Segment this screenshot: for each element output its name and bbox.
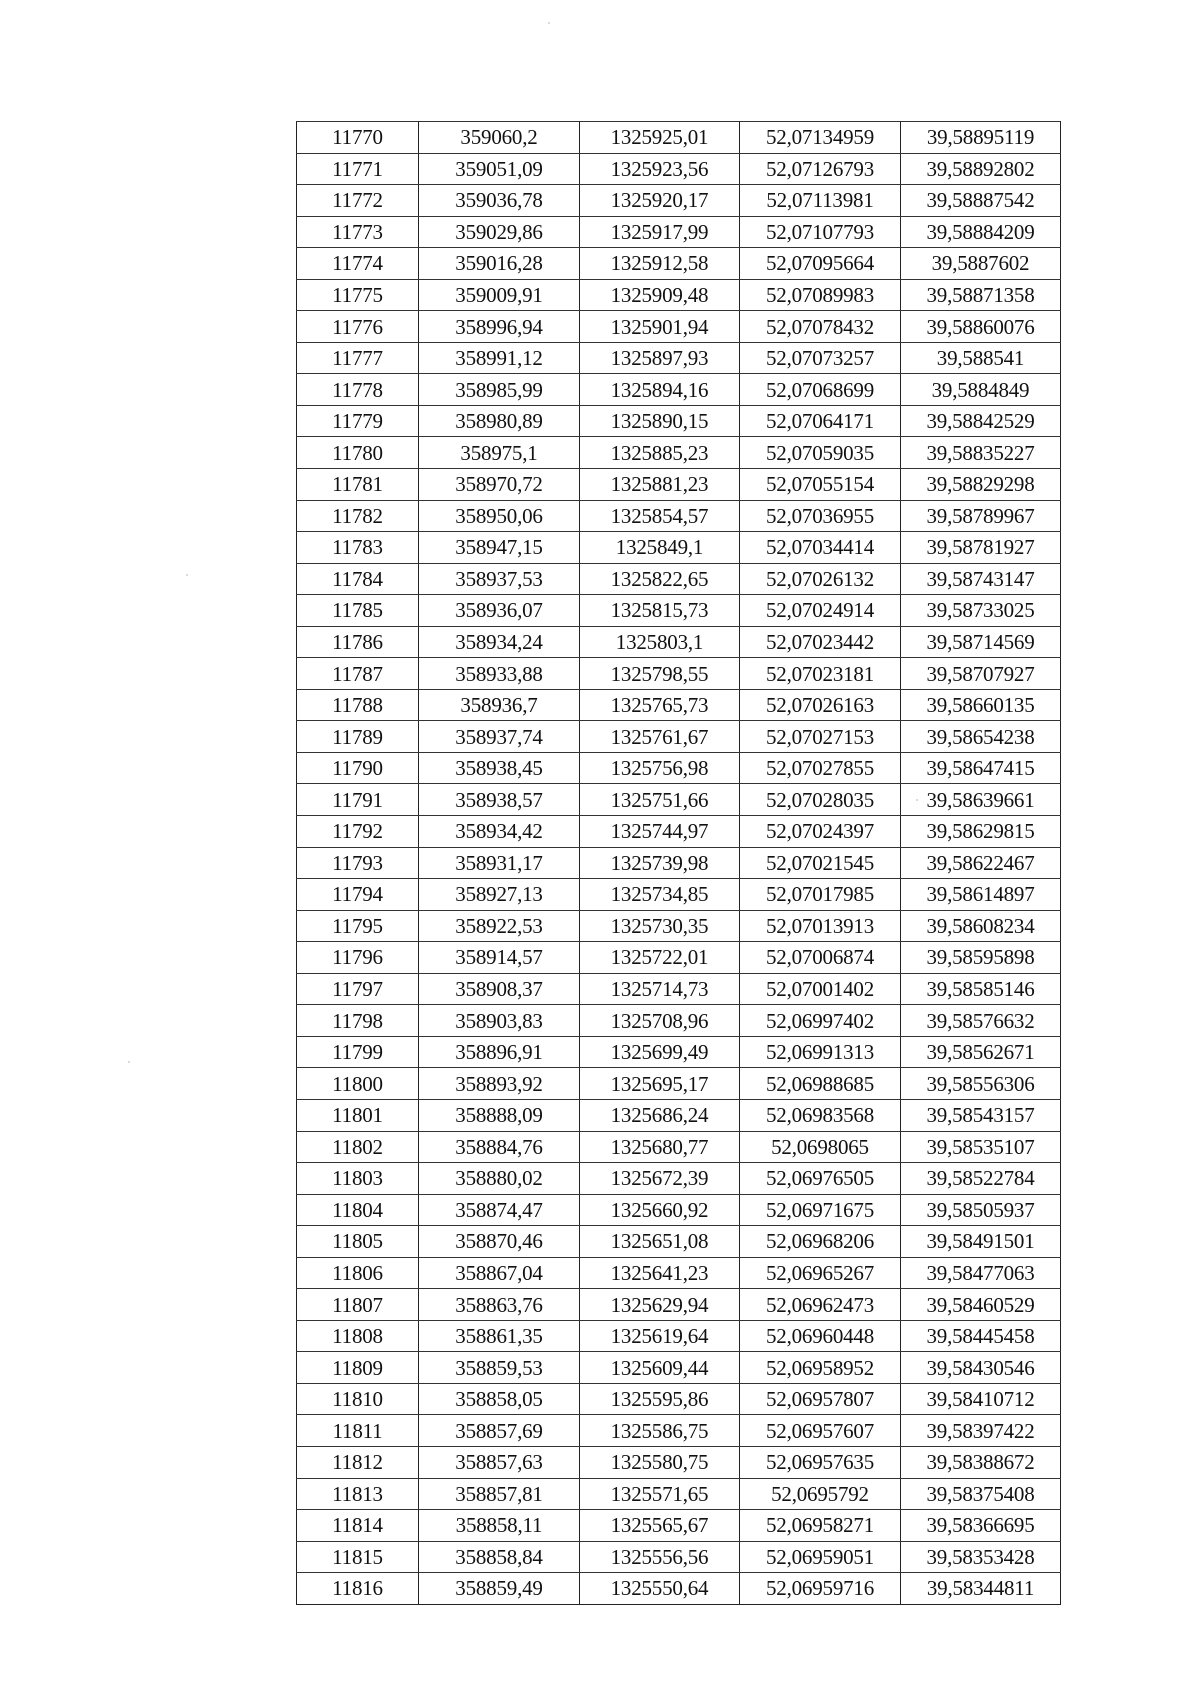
latitude-cell: 52,07026163 (740, 689, 901, 721)
latitude-cell: 52,07134959 (740, 122, 901, 154)
x-coordinate-cell: 358938,45 (419, 752, 580, 784)
longitude-cell: 39,58608234 (901, 910, 1061, 942)
latitude-cell: 52,06958952 (740, 1352, 901, 1384)
y-coordinate-cell: 1325917,99 (580, 216, 740, 248)
y-coordinate-cell: 1325619,64 (580, 1320, 740, 1352)
table-row (297, 1510, 1061, 1542)
y-coordinate-cell: 1325897,93 (580, 342, 740, 374)
x-coordinate-cell: 358914,57 (419, 942, 580, 974)
point-number-cell: 11781 (297, 469, 419, 501)
y-coordinate-cell: 1325822,65 (580, 563, 740, 595)
table-row (297, 1005, 1061, 1037)
point-number-cell: 11776 (297, 311, 419, 343)
longitude-cell: 39,58781927 (901, 532, 1061, 564)
longitude-cell: 39,58585146 (901, 973, 1061, 1005)
x-coordinate-cell: 358937,74 (419, 721, 580, 753)
latitude-cell: 52,06958271 (740, 1510, 901, 1542)
point-number-cell: 11783 (297, 532, 419, 564)
y-coordinate-cell: 1325586,75 (580, 1415, 740, 1447)
point-number-cell: 11770 (297, 122, 419, 154)
latitude-cell: 52,07036955 (740, 500, 901, 532)
longitude-cell: 39,58714569 (901, 626, 1061, 658)
y-coordinate-cell: 1325894,16 (580, 374, 740, 406)
table-row (297, 1352, 1061, 1384)
table-row (297, 437, 1061, 469)
point-number-cell: 11806 (297, 1257, 419, 1289)
table-row (297, 1163, 1061, 1195)
point-number-cell: 11786 (297, 626, 419, 658)
y-coordinate-cell: 1325925,01 (580, 122, 740, 154)
x-coordinate-cell: 359036,78 (419, 185, 580, 217)
latitude-cell: 52,07023181 (740, 658, 901, 690)
x-coordinate-cell: 358938,57 (419, 784, 580, 816)
latitude-cell: 52,07023442 (740, 626, 901, 658)
x-coordinate-cell: 358903,83 (419, 1005, 580, 1037)
y-coordinate-cell: 1325695,17 (580, 1068, 740, 1100)
y-coordinate-cell: 1325609,44 (580, 1352, 740, 1384)
longitude-cell: 39,58647415 (901, 752, 1061, 784)
latitude-cell: 52,06962473 (740, 1289, 901, 1321)
point-number-cell: 11809 (297, 1352, 419, 1384)
longitude-cell: 39,58871358 (901, 279, 1061, 311)
y-coordinate-cell: 1325571,65 (580, 1478, 740, 1510)
longitude-cell: 39,58460529 (901, 1289, 1061, 1321)
y-coordinate-cell: 1325641,23 (580, 1257, 740, 1289)
y-coordinate-cell: 1325686,24 (580, 1099, 740, 1131)
point-number-cell: 11790 (297, 752, 419, 784)
table-row (297, 122, 1061, 154)
longitude-cell: 39,58622467 (901, 847, 1061, 879)
table-row (297, 153, 1061, 185)
x-coordinate-cell: 358859,49 (419, 1573, 580, 1605)
x-coordinate-cell: 358857,69 (419, 1415, 580, 1447)
x-coordinate-cell: 358859,53 (419, 1352, 580, 1384)
table-row (297, 1068, 1061, 1100)
point-number-cell: 11805 (297, 1226, 419, 1258)
point-number-cell: 11794 (297, 879, 419, 911)
x-coordinate-cell: 358931,17 (419, 847, 580, 879)
longitude-cell: 39,58860076 (901, 311, 1061, 343)
x-coordinate-cell: 358896,91 (419, 1036, 580, 1068)
point-number-cell: 11780 (297, 437, 419, 469)
point-number-cell: 11785 (297, 595, 419, 627)
table-row (297, 1131, 1061, 1163)
longitude-cell: 39,58375408 (901, 1478, 1061, 1510)
x-coordinate-cell: 358934,24 (419, 626, 580, 658)
latitude-cell: 52,07113981 (740, 185, 901, 217)
coordinates-table-body (297, 122, 1061, 1605)
x-coordinate-cell: 359051,09 (419, 153, 580, 185)
y-coordinate-cell: 1325901,94 (580, 311, 740, 343)
longitude-cell: 39,58562671 (901, 1036, 1061, 1068)
x-coordinate-cell: 358908,37 (419, 973, 580, 1005)
latitude-cell: 52,06988685 (740, 1068, 901, 1100)
longitude-cell: 39,58344811 (901, 1573, 1061, 1605)
latitude-cell: 52,07024397 (740, 816, 901, 848)
latitude-cell: 52,07107793 (740, 216, 901, 248)
longitude-cell: 39,58430546 (901, 1352, 1061, 1384)
point-number-cell: 11774 (297, 248, 419, 280)
table-row (297, 1415, 1061, 1447)
y-coordinate-cell: 1325756,98 (580, 752, 740, 784)
longitude-cell: 39,58576632 (901, 1005, 1061, 1037)
latitude-cell: 52,07068699 (740, 374, 901, 406)
table-row (297, 216, 1061, 248)
table-row (297, 1446, 1061, 1478)
x-coordinate-cell: 358888,09 (419, 1099, 580, 1131)
latitude-cell: 52,06971675 (740, 1194, 901, 1226)
y-coordinate-cell: 1325722,01 (580, 942, 740, 974)
y-coordinate-cell: 1325708,96 (580, 1005, 740, 1037)
point-number-cell: 11813 (297, 1478, 419, 1510)
latitude-cell: 52,07021545 (740, 847, 901, 879)
table-row (297, 279, 1061, 311)
x-coordinate-cell: 358991,12 (419, 342, 580, 374)
longitude-cell: 39,58835227 (901, 437, 1061, 469)
point-number-cell: 11800 (297, 1068, 419, 1100)
point-number-cell: 11801 (297, 1099, 419, 1131)
y-coordinate-cell: 1325629,94 (580, 1289, 740, 1321)
latitude-cell: 52,07026132 (740, 563, 901, 595)
x-coordinate-cell: 358857,81 (419, 1478, 580, 1510)
y-coordinate-cell: 1325660,92 (580, 1194, 740, 1226)
latitude-cell: 52,07028035 (740, 784, 901, 816)
latitude-cell: 52,06968206 (740, 1226, 901, 1258)
y-coordinate-cell: 1325556,56 (580, 1541, 740, 1573)
longitude-cell: 39,58477063 (901, 1257, 1061, 1289)
point-number-cell: 11799 (297, 1036, 419, 1068)
point-number-cell: 11810 (297, 1383, 419, 1415)
y-coordinate-cell: 1325595,86 (580, 1383, 740, 1415)
y-coordinate-cell: 1325854,57 (580, 500, 740, 532)
y-coordinate-cell: 1325580,75 (580, 1446, 740, 1478)
y-coordinate-cell: 1325734,85 (580, 879, 740, 911)
latitude-cell: 52,07024914 (740, 595, 901, 627)
y-coordinate-cell: 1325651,08 (580, 1226, 740, 1258)
table-row (297, 973, 1061, 1005)
longitude-cell: 39,58733025 (901, 595, 1061, 627)
point-number-cell: 11782 (297, 500, 419, 532)
y-coordinate-cell: 1325699,49 (580, 1036, 740, 1068)
longitude-cell: 39,58614897 (901, 879, 1061, 911)
longitude-cell: 39,58895119 (901, 122, 1061, 154)
x-coordinate-cell: 358922,53 (419, 910, 580, 942)
point-number-cell: 11792 (297, 816, 419, 848)
point-number-cell: 11803 (297, 1163, 419, 1195)
point-number-cell: 11791 (297, 784, 419, 816)
x-coordinate-cell: 358861,35 (419, 1320, 580, 1352)
latitude-cell: 52,06957635 (740, 1446, 901, 1478)
table-row (297, 626, 1061, 658)
point-number-cell: 11814 (297, 1510, 419, 1542)
table-row (297, 374, 1061, 406)
x-coordinate-cell: 358884,76 (419, 1131, 580, 1163)
x-coordinate-cell: 358996,94 (419, 311, 580, 343)
longitude-cell: 39,58595898 (901, 942, 1061, 974)
latitude-cell: 52,06957607 (740, 1415, 901, 1447)
point-number-cell: 11787 (297, 658, 419, 690)
x-coordinate-cell: 358970,72 (419, 469, 580, 501)
x-coordinate-cell: 358936,07 (419, 595, 580, 627)
x-coordinate-cell: 358927,13 (419, 879, 580, 911)
point-number-cell: 11795 (297, 910, 419, 942)
table-row (297, 1541, 1061, 1573)
point-number-cell: 11773 (297, 216, 419, 248)
longitude-cell: 39,58654238 (901, 721, 1061, 753)
table-row (297, 721, 1061, 753)
point-number-cell: 11789 (297, 721, 419, 753)
x-coordinate-cell: 358980,89 (419, 405, 580, 437)
point-number-cell: 11779 (297, 405, 419, 437)
point-number-cell: 11778 (297, 374, 419, 406)
longitude-cell: 39,58842529 (901, 405, 1061, 437)
table-row (297, 405, 1061, 437)
longitude-cell: 39,58491501 (901, 1226, 1061, 1258)
x-coordinate-cell: 358874,47 (419, 1194, 580, 1226)
latitude-cell: 52,07126793 (740, 153, 901, 185)
point-number-cell: 11784 (297, 563, 419, 595)
latitude-cell: 52,07013913 (740, 910, 901, 942)
longitude-cell: 39,58639661 (901, 784, 1061, 816)
table-row (297, 1257, 1061, 1289)
x-coordinate-cell: 358937,53 (419, 563, 580, 595)
point-number-cell: 11802 (297, 1131, 419, 1163)
table-row (297, 752, 1061, 784)
latitude-cell: 52,07001402 (740, 973, 901, 1005)
x-coordinate-cell: 358950,06 (419, 500, 580, 532)
table-row (297, 1036, 1061, 1068)
y-coordinate-cell: 1325550,64 (580, 1573, 740, 1605)
longitude-cell: 39,588541 (901, 342, 1061, 374)
y-coordinate-cell: 1325751,66 (580, 784, 740, 816)
table-row (297, 532, 1061, 564)
y-coordinate-cell: 1325744,97 (580, 816, 740, 848)
y-coordinate-cell: 1325761,67 (580, 721, 740, 753)
table-row (297, 942, 1061, 974)
x-coordinate-cell: 358867,04 (419, 1257, 580, 1289)
table-row (297, 1320, 1061, 1352)
y-coordinate-cell: 1325849,1 (580, 532, 740, 564)
scan-speck (548, 22, 550, 24)
longitude-cell: 39,58556306 (901, 1068, 1061, 1100)
longitude-cell: 39,58543157 (901, 1099, 1061, 1131)
y-coordinate-cell: 1325890,15 (580, 405, 740, 437)
longitude-cell: 39,58660135 (901, 689, 1061, 721)
longitude-cell: 39,58707927 (901, 658, 1061, 690)
table-row (297, 500, 1061, 532)
point-number-cell: 11777 (297, 342, 419, 374)
table-row (297, 1226, 1061, 1258)
table-row (297, 248, 1061, 280)
y-coordinate-cell: 1325714,73 (580, 973, 740, 1005)
point-number-cell: 11807 (297, 1289, 419, 1321)
x-coordinate-cell: 358985,99 (419, 374, 580, 406)
y-coordinate-cell: 1325909,48 (580, 279, 740, 311)
table-row (297, 1289, 1061, 1321)
scan-speck (916, 799, 918, 801)
y-coordinate-cell: 1325923,56 (580, 153, 740, 185)
table-row (297, 185, 1061, 217)
latitude-cell: 52,07006874 (740, 942, 901, 974)
x-coordinate-cell: 359016,28 (419, 248, 580, 280)
y-coordinate-cell: 1325730,35 (580, 910, 740, 942)
table-row (297, 910, 1061, 942)
table-row (297, 784, 1061, 816)
point-number-cell: 11775 (297, 279, 419, 311)
table-row (297, 311, 1061, 343)
point-number-cell: 11797 (297, 973, 419, 1005)
point-number-cell: 11772 (297, 185, 419, 217)
table-row (297, 1194, 1061, 1226)
x-coordinate-cell: 358858,84 (419, 1541, 580, 1573)
x-coordinate-cell: 358936,7 (419, 689, 580, 721)
longitude-cell: 39,58522784 (901, 1163, 1061, 1195)
latitude-cell: 52,06957807 (740, 1383, 901, 1415)
point-number-cell: 11798 (297, 1005, 419, 1037)
longitude-cell: 39,58397422 (901, 1415, 1061, 1447)
point-number-cell: 11771 (297, 153, 419, 185)
longitude-cell: 39,58535107 (901, 1131, 1061, 1163)
table-row (297, 1573, 1061, 1605)
latitude-cell: 52,07034414 (740, 532, 901, 564)
latitude-cell: 52,07027153 (740, 721, 901, 753)
x-coordinate-cell: 358858,05 (419, 1383, 580, 1415)
x-coordinate-cell: 359060,2 (419, 122, 580, 154)
latitude-cell: 52,06983568 (740, 1099, 901, 1131)
scan-speck (128, 1061, 130, 1063)
latitude-cell: 52,06959051 (740, 1541, 901, 1573)
x-coordinate-cell: 358893,92 (419, 1068, 580, 1100)
x-coordinate-cell: 358933,88 (419, 658, 580, 690)
point-number-cell: 11812 (297, 1446, 419, 1478)
longitude-cell: 39,58366695 (901, 1510, 1061, 1542)
longitude-cell: 39,58892802 (901, 153, 1061, 185)
point-number-cell: 11804 (297, 1194, 419, 1226)
longitude-cell: 39,58445458 (901, 1320, 1061, 1352)
point-number-cell: 11815 (297, 1541, 419, 1573)
y-coordinate-cell: 1325885,23 (580, 437, 740, 469)
latitude-cell: 52,0698065 (740, 1131, 901, 1163)
y-coordinate-cell: 1325815,73 (580, 595, 740, 627)
table-row (297, 816, 1061, 848)
coordinates-table (296, 121, 1061, 1605)
y-coordinate-cell: 1325881,23 (580, 469, 740, 501)
point-number-cell: 11808 (297, 1320, 419, 1352)
table-row (297, 342, 1061, 374)
longitude-cell: 39,58410712 (901, 1383, 1061, 1415)
point-number-cell: 11816 (297, 1573, 419, 1605)
table-row (297, 469, 1061, 501)
scan-speck (186, 574, 188, 576)
y-coordinate-cell: 1325798,55 (580, 658, 740, 690)
longitude-cell: 39,58887542 (901, 185, 1061, 217)
table-row (297, 689, 1061, 721)
x-coordinate-cell: 358857,63 (419, 1446, 580, 1478)
latitude-cell: 52,06991313 (740, 1036, 901, 1068)
table-row (297, 658, 1061, 690)
latitude-cell: 52,06959716 (740, 1573, 901, 1605)
y-coordinate-cell: 1325680,77 (580, 1131, 740, 1163)
latitude-cell: 52,07064171 (740, 405, 901, 437)
longitude-cell: 39,58505937 (901, 1194, 1061, 1226)
x-coordinate-cell: 359029,86 (419, 216, 580, 248)
longitude-cell: 39,58829298 (901, 469, 1061, 501)
longitude-cell: 39,58743147 (901, 563, 1061, 595)
y-coordinate-cell: 1325912,58 (580, 248, 740, 280)
table-row (297, 847, 1061, 879)
x-coordinate-cell: 358858,11 (419, 1510, 580, 1542)
x-coordinate-cell: 358947,15 (419, 532, 580, 564)
latitude-cell: 52,07095664 (740, 248, 901, 280)
x-coordinate-cell: 359009,91 (419, 279, 580, 311)
latitude-cell: 52,07078432 (740, 311, 901, 343)
y-coordinate-cell: 1325803,1 (580, 626, 740, 658)
table-row (297, 1478, 1061, 1510)
y-coordinate-cell: 1325672,39 (580, 1163, 740, 1195)
latitude-cell: 52,06976505 (740, 1163, 901, 1195)
longitude-cell: 39,58884209 (901, 216, 1061, 248)
point-number-cell: 11796 (297, 942, 419, 974)
latitude-cell: 52,06960448 (740, 1320, 901, 1352)
latitude-cell: 52,07027855 (740, 752, 901, 784)
longitude-cell: 39,5884849 (901, 374, 1061, 406)
point-number-cell: 11793 (297, 847, 419, 879)
x-coordinate-cell: 358863,76 (419, 1289, 580, 1321)
table-row (297, 595, 1061, 627)
y-coordinate-cell: 1325765,73 (580, 689, 740, 721)
longitude-cell: 39,5887602 (901, 248, 1061, 280)
point-number-cell: 11788 (297, 689, 419, 721)
latitude-cell: 52,07059035 (740, 437, 901, 469)
table-row (297, 1383, 1061, 1415)
x-coordinate-cell: 358975,1 (419, 437, 580, 469)
latitude-cell: 52,07089983 (740, 279, 901, 311)
latitude-cell: 52,06997402 (740, 1005, 901, 1037)
x-coordinate-cell: 358934,42 (419, 816, 580, 848)
y-coordinate-cell: 1325565,67 (580, 1510, 740, 1542)
table-row (297, 1099, 1061, 1131)
latitude-cell: 52,06965267 (740, 1257, 901, 1289)
longitude-cell: 39,58353428 (901, 1541, 1061, 1573)
y-coordinate-cell: 1325739,98 (580, 847, 740, 879)
latitude-cell: 52,07055154 (740, 469, 901, 501)
x-coordinate-cell: 358870,46 (419, 1226, 580, 1258)
table-row (297, 563, 1061, 595)
latitude-cell: 52,07017985 (740, 879, 901, 911)
longitude-cell: 39,58789967 (901, 500, 1061, 532)
longitude-cell: 39,58629815 (901, 816, 1061, 848)
latitude-cell: 52,0695792 (740, 1478, 901, 1510)
longitude-cell: 39,58388672 (901, 1446, 1061, 1478)
x-coordinate-cell: 358880,02 (419, 1163, 580, 1195)
point-number-cell: 11811 (297, 1415, 419, 1447)
y-coordinate-cell: 1325920,17 (580, 185, 740, 217)
latitude-cell: 52,07073257 (740, 342, 901, 374)
table-row (297, 879, 1061, 911)
